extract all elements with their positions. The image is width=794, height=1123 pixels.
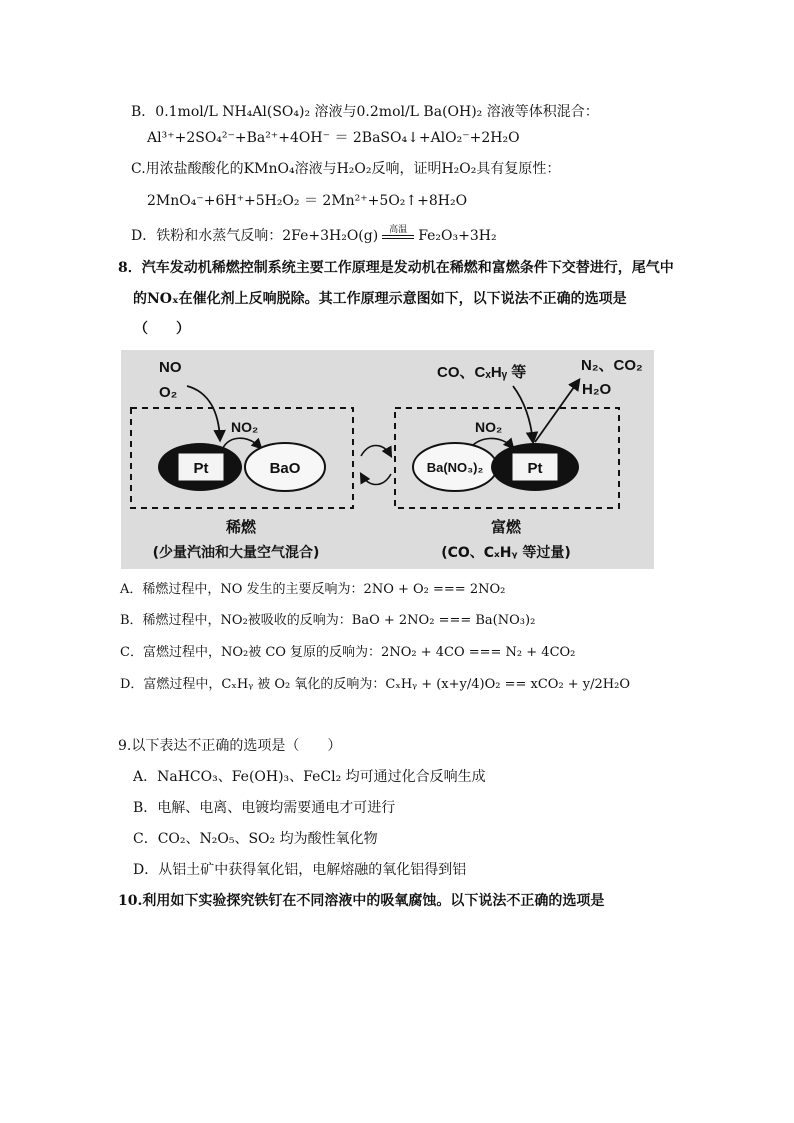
q8-option-a: A．稀燃过程中，NO 发生的主要反响为：2NO + O₂ === 2NO₂ [120,582,506,597]
q8-stem-line2: 的NOₓ在催化剂上反响脱除。其工作原理示意图如下，以下说法不正确的选项是 [133,291,627,307]
q7-option-d-suffix: Fe₂O₃+3H₂ [418,228,497,244]
label-right-no2: NO₂ [475,419,503,435]
q10-stem: 10.利用如下实验探究铁钉在不同溶液中的吸氧腐蚀。以下说法不正确的选项是 [118,893,605,909]
label-o2: O₂ [159,384,178,401]
pt-label-right: Pt [527,460,543,477]
label-co-cxhy: CO、CₓHᵧ 等 [437,364,527,381]
label-left-no2: NO₂ [231,419,259,435]
q9-stem: 9.以下表达不正确的选项是（ ） [118,738,342,754]
q7-option-d [131,227,497,245]
label-no: NO [159,359,182,376]
q9-option-c: C．CO₂、N₂O₅、SO₂ 均为酸性氧化物 [133,831,378,847]
q8-stem-line1: 8．汽车发动机稀燃控制系统主要工作原理是发动机在稀燃和富燃条件下交替进行，尾气中 [118,260,674,276]
ba-no3-label: Ba(NO₃)₂ [426,460,484,475]
q9-option-d: D．从铝土矿中获得氧化铝，电解熔融的氧化铝得到铝 [133,862,467,878]
q8-answer-blank: （ ） [134,321,190,337]
label-n2-co2: N₂、CO₂ [581,357,643,374]
q7-option-d-prefix: D．铁粉和水蒸气反响：2Fe+3H₂O(g) [131,228,379,244]
q9-option-b: B．电解、电离、电镀均需要通电才可进行 [133,800,396,816]
q7-option-c-equation: 2MnO₄⁻+6H⁺+5H₂O₂ ＝ 2Mn²⁺+5O₂↑+8H₂O [147,193,468,209]
q9-option-a: A．NaHCO₃、Fe(OH)₃、FeCl₂ 均可通过化合反响生成 [133,769,486,785]
rich-burn-title: 富燃 [490,518,522,536]
q7-option-b-line1: B．0.1mol/L NH₄Al(SO₄)₂ 溶液与0.2mol/L Ba(OH)₂ 溶液等体积混合： [131,104,599,120]
q8-option-b: B．稀燃过程中，NO₂被吸收的反响为：BaO + 2NO₂ === Ba(NO₃)₂ [120,613,536,628]
catalyst-diagram [121,350,654,569]
q8-option-c: C．富燃过程中，NO₂被 CO 复原的反响为：2NO₂ + 4CO === N₂ + 4CO₂ [120,645,576,660]
lean-burn-title: 稀燃 [225,518,257,536]
condition-label: 高温 [389,225,408,235]
bao-label: BaO [269,460,301,477]
lean-burn-caption: (少量汽油和大量空气混合) [152,545,320,561]
pt-label-left: Pt [193,460,209,477]
reaction-condition [382,225,414,239]
rich-burn-caption: (CO、CₓHᵧ 等过量) [441,545,571,561]
q7-option-c-line1: C.用浓盐酸酸化的KMnO₄溶液与H₂O₂反响，证明H₂O₂具有复原性： [131,161,561,177]
q7-option-b-equation: Al³⁺+2SO₄²⁻+Ba²⁺+4OH⁻ ＝ 2BaSO₄↓+AlO₂⁻+2H₂O [147,130,520,146]
q8-option-d: D．富燃过程中，CₓHᵧ 被 O₂ 氧化的反响为：CₓHᵧ + (x+y/4)O₂ == xCO₂ + y/2H₂O [120,677,631,692]
label-h2o: H₂O [582,381,612,398]
